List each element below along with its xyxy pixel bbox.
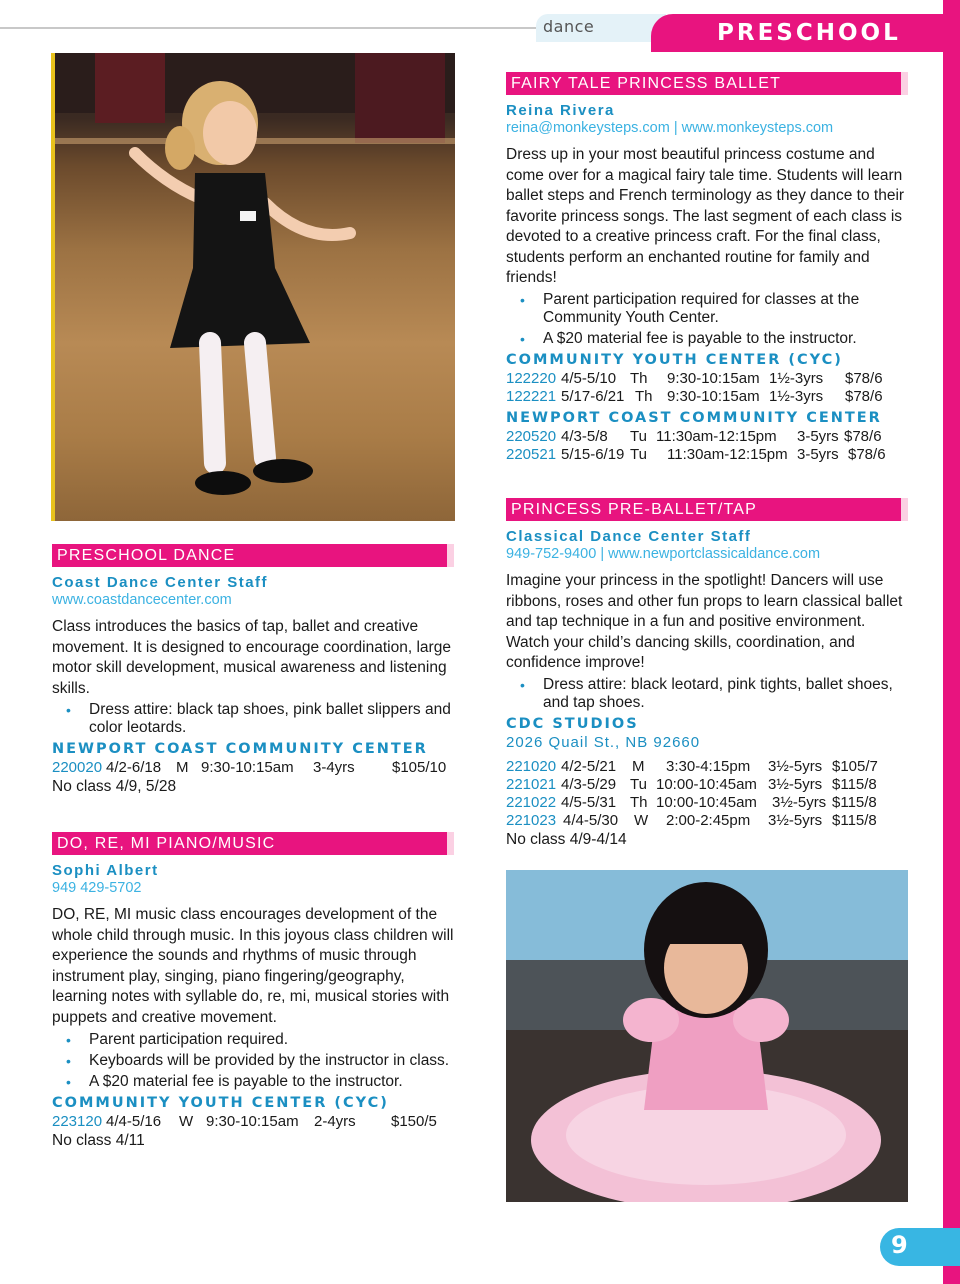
- session-fee: $150/5: [391, 1113, 437, 1130]
- session-time: 9:30-10:15am: [667, 369, 760, 387]
- session-fee: $115/8: [832, 811, 877, 829]
- category-tab: [536, 14, 666, 42]
- photo-illustration: [55, 53, 455, 521]
- bullet-icon: •: [66, 1074, 71, 1090]
- bullet-icon: •: [66, 702, 71, 718]
- session-day: Tu: [630, 445, 647, 463]
- session-age: 1½-3yrs: [769, 387, 824, 405]
- session-dates: 4/5-5/10: [561, 369, 617, 387]
- venue-name: NEWPORT COAST COMMUNITY CENTER: [506, 409, 882, 426]
- session-age: 3-5yrs: [797, 427, 839, 445]
- session-day: W: [634, 811, 649, 829]
- bullet-icon: •: [520, 291, 525, 308]
- session-dates: 4/2-6/18: [106, 759, 162, 776]
- session-row: [506, 758, 908, 776]
- session-row: [506, 794, 908, 812]
- session-dates: 4/4-5/30: [563, 811, 619, 829]
- section-title-bar: DO, RE, MI PIANO/MUSIC: [52, 832, 454, 855]
- session-fee: $78/6: [848, 445, 886, 463]
- session-age: 1½-3yrs: [769, 369, 824, 387]
- preschool-dance-section: [52, 544, 454, 797]
- course-code: 221022: [506, 793, 557, 811]
- bullet-icon: •: [520, 330, 525, 347]
- photo-girl-tap-dancing: [51, 53, 455, 521]
- section-title-bar: PRINCESS PRE-BALLET/TAP: [506, 498, 908, 521]
- venue-name: COMMUNITY YOUTH CENTER (CYC): [52, 1095, 389, 1111]
- session-day: Tu: [630, 775, 647, 793]
- photo-illustration: [506, 870, 908, 1202]
- bullet-list: [506, 291, 908, 348]
- instructor-contact-link[interactable]: reina@monkeysteps.com | www.monkeysteps.com: [506, 120, 834, 136]
- session-age: 3½-5yrs: [768, 811, 823, 829]
- course-code: 221023: [506, 811, 557, 829]
- bullet-item: • Dress attire: black leotard, pink tights, ballet shoes, and tap shoes.: [520, 675, 893, 711]
- session-time: 9:30-10:15am: [206, 1113, 299, 1130]
- session-time: 3:30-4:15pm: [666, 757, 751, 775]
- page-edge-bar: [943, 0, 960, 1284]
- session-fee: $78/6: [845, 387, 883, 405]
- venue-name: NEWPORT COAST COMMUNITY CENTER: [52, 741, 428, 757]
- session-time: 9:30-10:15am: [667, 387, 760, 405]
- venue-address: 2026 Quail St., NB 92660: [506, 733, 701, 751]
- session-fee: $78/6: [845, 369, 883, 387]
- instructor-contact-link[interactable]: 949-752-9400 | www.newportclassicaldance.com: [506, 546, 821, 562]
- class-description: Imagine your princess in the spotlight! Dancers will use ribbons, roses and other fun props to learn classical ballet and tap technique in a fun and positive environment. Watch your child’s dancing skills, coordination, and confidence improve!: [506, 572, 903, 671]
- bullet-icon: •: [66, 1053, 71, 1069]
- session-row: [506, 388, 908, 406]
- session-dates: 5/17-6/21: [561, 387, 625, 405]
- instructor-name: Reina Rivera: [506, 102, 615, 119]
- session-day: Th: [635, 387, 653, 405]
- session-age: 3-4yrs: [313, 759, 355, 776]
- course-code: 220520: [506, 427, 557, 445]
- session-dates: 4/3-5/8: [561, 427, 608, 445]
- session-fee: $115/8: [832, 793, 877, 811]
- session-row: [506, 428, 908, 446]
- course-code: 220020: [52, 759, 103, 776]
- session-age: 3½-5yrs: [768, 757, 823, 775]
- session-day: Tu: [630, 427, 647, 445]
- session-fee: $105/7: [832, 757, 878, 775]
- session-row: [52, 759, 454, 777]
- session-time: 10:00-10:45am: [656, 793, 757, 811]
- session-time: 2:00-2:45pm: [666, 811, 751, 829]
- bullet-item: • Parent participation required.: [66, 1031, 289, 1048]
- no-class-note: No class 4/9, 5/28: [52, 778, 177, 795]
- session-age: 3½-5yrs: [772, 793, 827, 811]
- page-number-badge: [880, 1228, 960, 1266]
- session-fee: $115/8: [832, 775, 877, 793]
- session-fee: $105/10: [392, 759, 447, 776]
- session-dates: 4/2-5/21: [561, 757, 617, 775]
- session-dates: 4/3-5/29: [561, 775, 617, 793]
- instructor-name: Classical Dance Center Staff: [506, 528, 752, 545]
- session-time: 11:30am-12:15pm: [656, 427, 777, 445]
- bullet-list: [506, 676, 908, 712]
- pre-ballet-tap-section: [506, 498, 908, 850]
- session-dates: 4/4-5/16: [106, 1113, 162, 1130]
- instructor-name: Sophi Albert: [52, 862, 159, 879]
- no-class-note: No class 4/9-4/14: [506, 830, 627, 848]
- instructor-website-link[interactable]: www.coastdancecenter.com: [52, 592, 232, 608]
- course-code: 221020: [506, 757, 557, 775]
- bullet-item: • Keyboards will be provided by the instructor in class.: [66, 1052, 450, 1069]
- class-description: Dress up in your most beautiful princess costume and come over for a magical fairy tale time. Students will learn ballet steps and French terminology as they dance to their favorite princess songs. The last segment of each class is devoted to a creative princess craft. For the final class, students perform an enchanted routine for family and friends!: [506, 146, 905, 286]
- session-age: 3-5yrs: [797, 445, 839, 463]
- session-day: M: [176, 759, 189, 776]
- session-dates: 4/5-5/31: [561, 793, 617, 811]
- bullet-item: • A $20 material fee is payable to the instructor.: [520, 329, 857, 347]
- session-day: Th: [630, 793, 648, 811]
- course-code: 122221: [506, 387, 557, 405]
- session-age: 3½-5yrs: [768, 775, 823, 793]
- section-title: PRESCHOOL: [717, 20, 901, 46]
- course-code: 221021: [506, 775, 557, 793]
- venue-name: CDC STUDIOS: [506, 715, 639, 732]
- bullet-list: [52, 701, 454, 737]
- venue-name: COMMUNITY YOUTH CENTER (CYC): [506, 351, 843, 368]
- session-time: 11:30am-12:15pm: [667, 445, 788, 463]
- session-time: 9:30-10:15am: [201, 759, 294, 776]
- session-dates: 5/15-6/19: [561, 445, 625, 463]
- instructor-phone: 949 429-5702: [52, 880, 142, 896]
- session-day: M: [632, 757, 645, 775]
- fairy-tale-ballet-section: [506, 72, 908, 464]
- section-tab: [651, 14, 943, 52]
- bullet-item: • A $20 material fee is payable to the instructor.: [66, 1073, 403, 1090]
- page-number: 9: [891, 1231, 908, 1259]
- bullet-item: • Dress attire: black tap shoes, pink ballet slippers and color leotards.: [66, 701, 451, 736]
- bullet-icon: •: [66, 1032, 71, 1048]
- session-row: [52, 1113, 454, 1131]
- bullet-list: [52, 1031, 454, 1091]
- instructor-name: Coast Dance Center Staff: [52, 574, 269, 591]
- section-title-bar: FAIRY TALE PRINCESS BALLET: [506, 72, 908, 95]
- session-row: [506, 812, 908, 830]
- session-time: 10:00-10:45am: [656, 775, 757, 793]
- course-code: 223120: [52, 1113, 103, 1130]
- session-age: 2-4yrs: [314, 1113, 356, 1130]
- bullet-icon: •: [520, 676, 525, 693]
- class-description: Class introduces the basics of tap, ballet and creative movement. It is designed to encourage coordination, large motor skill development, musical awareness and listening skills.: [52, 618, 451, 697]
- session-row: [506, 370, 908, 388]
- session-fee: $78/6: [844, 427, 882, 445]
- section-title-bar: PRESCHOOL DANCE: [52, 544, 454, 567]
- course-code: 220521: [506, 445, 557, 463]
- class-description: DO, RE, MI music class encourages development of the whole child through music. In this joyous class children will experience the sounds and rhythms of music through instrument play, singing, piano fingering/geography, learning notes with syllable do, re, mi, musical stories with puppets and creative movement.: [52, 906, 454, 1026]
- photo-girl-princess-dress: [506, 870, 908, 1202]
- bullet-item: • Parent participation required for classes at the Community Youth Center.: [520, 290, 860, 326]
- session-row: [506, 776, 908, 794]
- category-label: dance: [543, 17, 595, 36]
- session-day: W: [179, 1113, 194, 1130]
- session-day: Th: [630, 369, 648, 387]
- header-rule: [0, 27, 540, 29]
- session-row: [506, 446, 908, 464]
- piano-music-section: [52, 832, 454, 1151]
- course-code: 122220: [506, 369, 557, 387]
- no-class-note: No class 4/11: [52, 1132, 145, 1149]
